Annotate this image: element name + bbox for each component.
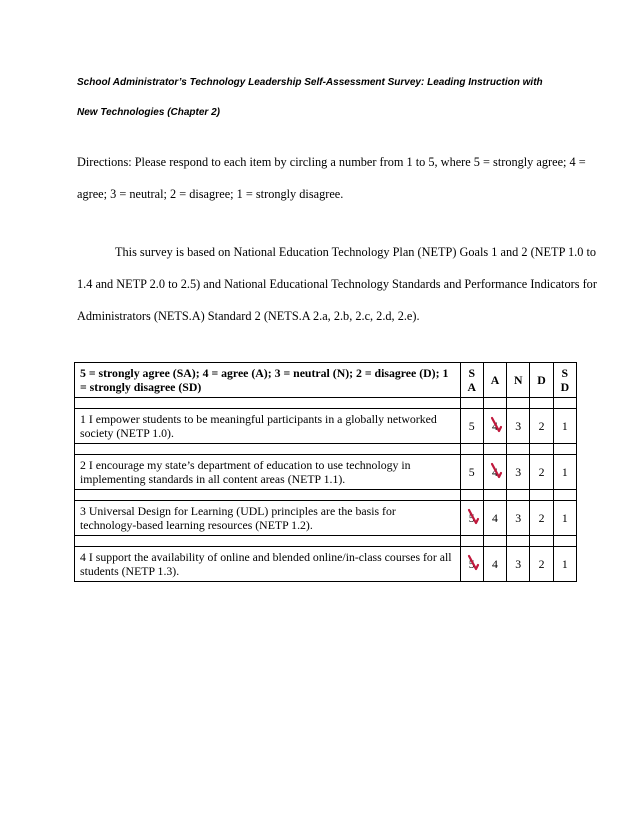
rating-3-cell[interactable] bbox=[507, 455, 530, 490]
header-sd bbox=[553, 363, 576, 398]
rating-value: 2 bbox=[538, 464, 545, 479]
rating-value: 2 bbox=[538, 510, 545, 525]
rating-value: 1 bbox=[561, 556, 568, 571]
selected-rating bbox=[492, 465, 498, 480]
rating-1-cell[interactable] bbox=[553, 455, 576, 490]
rating-value: 5 bbox=[468, 510, 475, 525]
header-a: A bbox=[483, 363, 506, 398]
rating-value: 2 bbox=[538, 418, 545, 433]
rating-1-cell[interactable] bbox=[553, 409, 576, 444]
survey-title bbox=[77, 68, 577, 128]
rating-value: 4 bbox=[492, 556, 498, 571]
rating-2-cell[interactable] bbox=[530, 455, 553, 490]
rating-1-cell[interactable] bbox=[553, 547, 576, 582]
rating-4-cell[interactable] bbox=[483, 409, 506, 444]
rating-value: 5 bbox=[468, 464, 475, 479]
header-d: D bbox=[530, 363, 553, 398]
rating-value: 4 bbox=[492, 464, 498, 479]
survey-item-row bbox=[75, 547, 577, 582]
spacer-cell bbox=[507, 490, 530, 501]
spacer-cell bbox=[75, 444, 461, 455]
spacer-cell bbox=[530, 490, 553, 501]
rating-2-cell[interactable] bbox=[530, 501, 553, 536]
rating-value: 3 bbox=[515, 464, 522, 479]
spacer-cell bbox=[460, 490, 483, 501]
rating-4-cell[interactable] bbox=[483, 455, 506, 490]
spacer-cell bbox=[507, 536, 530, 547]
survey-item-row bbox=[75, 501, 577, 536]
header-sd-line-2: D bbox=[560, 380, 570, 394]
selected-rating bbox=[469, 511, 475, 526]
spacer-cell bbox=[483, 444, 506, 455]
survey-item-text: 4 I support the availability of online and blended online/in-class courses for all students (NETP 1.3). bbox=[75, 547, 461, 582]
survey-table bbox=[74, 362, 577, 582]
rating-value: 3 bbox=[515, 510, 522, 525]
spacer-cell bbox=[553, 398, 576, 409]
survey-item-text: 1 I empower students to be meaningful participants in a globally networked society (NETP 1.0). bbox=[75, 409, 461, 444]
survey-item-text: 2 I encourage my state’s department of education to use technology in implementing standards in all content areas (NETP 1.1). bbox=[75, 455, 461, 490]
survey-item-row bbox=[75, 409, 577, 444]
header-n: N bbox=[507, 363, 530, 398]
spacer-cell bbox=[75, 490, 461, 501]
spacer-row bbox=[75, 490, 577, 501]
spacer-cell bbox=[530, 444, 553, 455]
rating-value: 1 bbox=[561, 510, 568, 525]
rating-value: 4 bbox=[492, 418, 498, 433]
intro-text: This survey is based on National Education Technology Plan (NETP) Goals 1 and 2 (NETP 1.0 to 1.4 and NETP 2.0 to 2.5) and National Educational Technology Standards and Performance Indicators for Administrators (NETS.A) Standard 2 (NETS.A 2.a, 2.b, 2.c, 2.d, 2.e). bbox=[77, 245, 597, 323]
scale-legend: 5 = strongly agree (SA); 4 = agree (A); 3 = neutral (N); 2 = disagree (D); 1 = strongly disagree (SD) bbox=[75, 363, 461, 398]
spacer-row bbox=[75, 398, 577, 409]
header-sd-line-1: S bbox=[561, 366, 569, 380]
rating-1-cell[interactable] bbox=[553, 501, 576, 536]
table-header-row bbox=[75, 363, 577, 398]
spacer-cell bbox=[553, 490, 576, 501]
rating-2-cell[interactable] bbox=[530, 409, 553, 444]
header-sa bbox=[460, 363, 483, 398]
rating-value: 3 bbox=[515, 418, 522, 433]
selected-rating bbox=[469, 557, 475, 572]
survey-item-text: 3 Universal Design for Learning (UDL) principles are the basis for technology-based learning resources (NETP 1.2). bbox=[75, 501, 461, 536]
spacer-cell bbox=[460, 398, 483, 409]
spacer-cell bbox=[530, 536, 553, 547]
spacer-cell bbox=[460, 536, 483, 547]
rating-4-cell[interactable] bbox=[483, 501, 506, 536]
selected-rating bbox=[492, 419, 498, 434]
rating-value: 4 bbox=[492, 510, 498, 525]
rating-3-cell[interactable] bbox=[507, 547, 530, 582]
spacer-cell bbox=[460, 444, 483, 455]
rating-value: 5 bbox=[468, 556, 475, 571]
rating-value: 2 bbox=[538, 556, 545, 571]
rating-5-cell[interactable] bbox=[460, 547, 483, 582]
rating-3-cell[interactable] bbox=[507, 501, 530, 536]
rating-5-cell[interactable] bbox=[460, 409, 483, 444]
header-sa-line-2: A bbox=[467, 380, 476, 394]
rating-5-cell[interactable] bbox=[460, 501, 483, 536]
spacer-cell bbox=[483, 398, 506, 409]
header-sa-line-1: S bbox=[468, 366, 475, 380]
rating-value: 1 bbox=[561, 464, 568, 479]
rating-2-cell[interactable] bbox=[530, 547, 553, 582]
survey-title-line-1: School Administrator’s Technology Leadership Self-Assessment Survey: Leading Instruction with bbox=[77, 77, 543, 88]
survey-items bbox=[75, 398, 577, 582]
rating-value: 1 bbox=[561, 418, 568, 433]
rating-4-cell[interactable] bbox=[483, 547, 506, 582]
survey-item-row bbox=[75, 455, 577, 490]
survey-title-line-2: New Technologies (Chapter 2) bbox=[77, 107, 220, 118]
rating-value: 3 bbox=[515, 556, 522, 571]
spacer-cell bbox=[553, 444, 576, 455]
intro-paragraph bbox=[77, 236, 597, 332]
spacer-cell bbox=[483, 536, 506, 547]
rating-5-cell[interactable] bbox=[460, 455, 483, 490]
spacer-cell bbox=[483, 490, 506, 501]
spacer-cell bbox=[75, 536, 461, 547]
rating-3-cell[interactable] bbox=[507, 409, 530, 444]
spacer-cell bbox=[507, 398, 530, 409]
spacer-cell bbox=[553, 536, 576, 547]
rating-value: 5 bbox=[468, 418, 475, 433]
spacer-cell bbox=[507, 444, 530, 455]
spacer-row bbox=[75, 536, 577, 547]
spacer-cell bbox=[75, 398, 461, 409]
directions-paragraph: Directions: Please respond to each item by circling a number from 1 to 5, where 5 = strongly agree; 4 = agree; 3 = neutral; 2 = disagree; 1 = strongly disagree. bbox=[77, 155, 586, 201]
spacer-row bbox=[75, 444, 577, 455]
spacer-cell bbox=[530, 398, 553, 409]
